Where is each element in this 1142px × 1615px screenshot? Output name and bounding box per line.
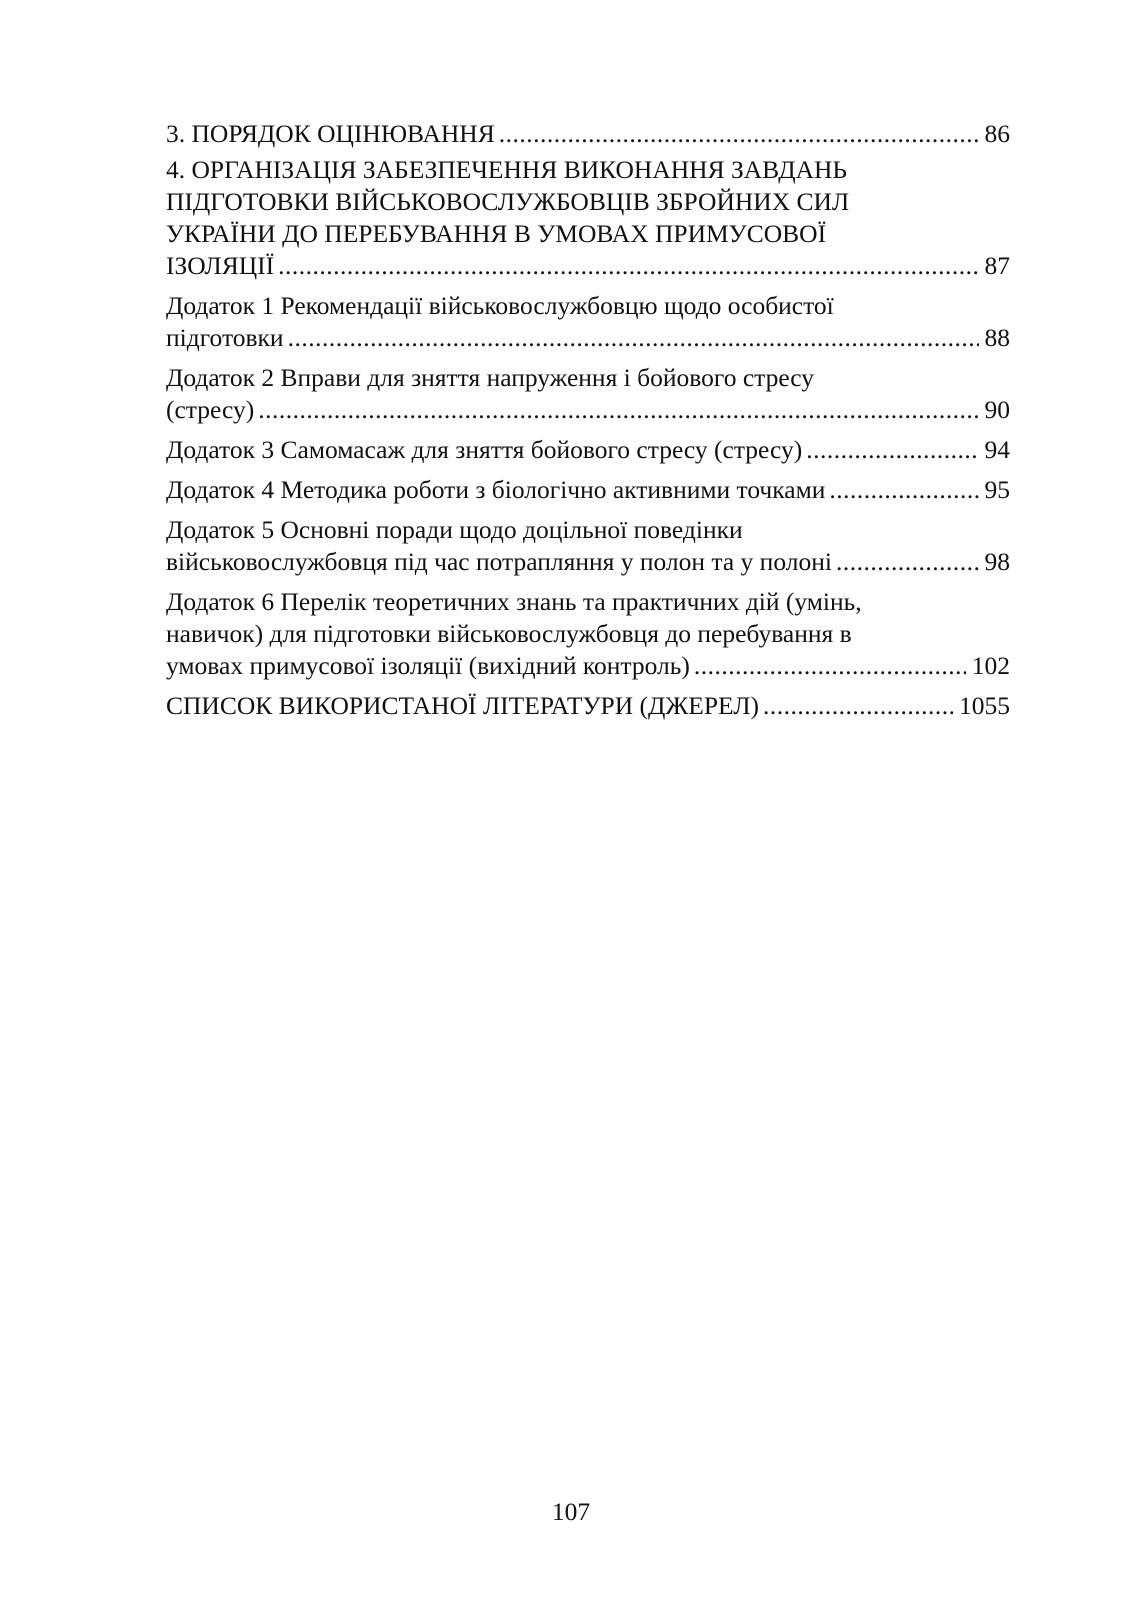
- toc-entry[interactable]: [166, 690, 1010, 722]
- toc-entry[interactable]: [166, 586, 1010, 682]
- toc-entry-title: ІЗОЛЯЦІЇ: [166, 251, 275, 280]
- toc-entry-line: Додаток 6 Перелік теоретичних знань та практичних дій (умінь,: [166, 587, 862, 616]
- toc-entry-page: 102: [971, 651, 1010, 680]
- toc-entry-page: 90: [984, 395, 1010, 424]
- toc-entry-page: 87: [984, 251, 1010, 280]
- toc-entry-line: навичок) для підготовки військовослужбовця до перебування в: [166, 619, 852, 648]
- toc-entry-last-line: [166, 650, 1010, 682]
- toc-entry-title: 3. ПОРЯДОК ОЦІНЮВАННЯ: [166, 119, 495, 148]
- toc-entry[interactable]: [166, 118, 1010, 150]
- dot-leader: [829, 474, 978, 506]
- toc-entry-page: 1055: [959, 691, 1010, 720]
- toc-entry-title: СПИСОК ВИКОРИСТАНОЇ ЛІТЕРАТУРИ (ДЖЕРЕЛ): [166, 691, 760, 720]
- dot-leader: [763, 690, 953, 722]
- toc-entry-title: умовах примусової ізоляції (вихідний контроль): [166, 651, 690, 680]
- toc-entry[interactable]: [166, 362, 1010, 426]
- dot-leader: [278, 250, 978, 282]
- toc-entry-line: Додаток 1 Рекомендації військовослужбовцю щодо особистої: [166, 291, 834, 320]
- toc-entry-last-line: [166, 118, 1010, 150]
- toc-entry-last-line: [166, 434, 1010, 466]
- toc-entry-page: 86: [984, 119, 1010, 148]
- toc-entry-page: 98: [984, 547, 1010, 576]
- toc-entry[interactable]: [166, 474, 1010, 506]
- toc-entry-line: Додаток 2 Вправи для зняття напруження і бойового стресу: [166, 363, 815, 392]
- table-of-contents: [166, 118, 1010, 730]
- toc-entry-title: військовослужбовця під час потрапляння у полон та у полоні: [166, 547, 832, 576]
- dot-leader: [258, 394, 978, 426]
- toc-entry-last-line: [166, 474, 1010, 506]
- toc-entry-title: підготовки: [166, 323, 284, 352]
- dot-leader: [288, 322, 979, 354]
- toc-entry-title: Додаток 4 Методика роботи з біологічно активними точками: [166, 475, 826, 504]
- toc-entry-page: 88: [984, 323, 1010, 352]
- toc-entry-line: УКРАЇНИ ДО ПЕРЕБУВАННЯ В УМОВАХ ПРИМУСОВОЇ: [166, 219, 827, 248]
- toc-entry-page: 95: [984, 475, 1010, 504]
- dot-leader: [836, 546, 979, 578]
- toc-entry-last-line: [166, 394, 1010, 426]
- toc-entry-title: Додаток 3 Самомасаж для зняття бойового стресу (стресу): [166, 435, 803, 464]
- dot-leader: [694, 650, 966, 682]
- toc-entry-page: 94: [984, 435, 1010, 464]
- toc-entry-last-line: [166, 250, 1010, 282]
- toc-entry[interactable]: [166, 154, 1010, 282]
- toc-entry-title: (стресу): [166, 395, 255, 424]
- toc-entry-last-line: [166, 322, 1010, 354]
- dot-leader: [499, 118, 979, 150]
- toc-entry-last-line: [166, 690, 1010, 722]
- toc-entry[interactable]: [166, 290, 1010, 354]
- toc-entry[interactable]: [166, 434, 1010, 466]
- toc-entry-last-line: [166, 546, 1010, 578]
- toc-entry-line: Додаток 5 Основні поради щодо доцільної поведінки: [166, 515, 743, 544]
- dot-leader: [806, 434, 978, 466]
- toc-entry-line: ПІДГОТОВКИ ВІЙСЬКОВОСЛУЖБОВЦІВ ЗБРОЙНИХ СИЛ: [166, 187, 850, 216]
- toc-entry[interactable]: [166, 514, 1010, 578]
- page-number: 107: [551, 1497, 591, 1526]
- toc-entry-line: 4. ОРГАНІЗАЦІЯ ЗАБЕЗПЕЧЕННЯ ВИКОНАННЯ ЗАВДАНЬ: [166, 155, 848, 184]
